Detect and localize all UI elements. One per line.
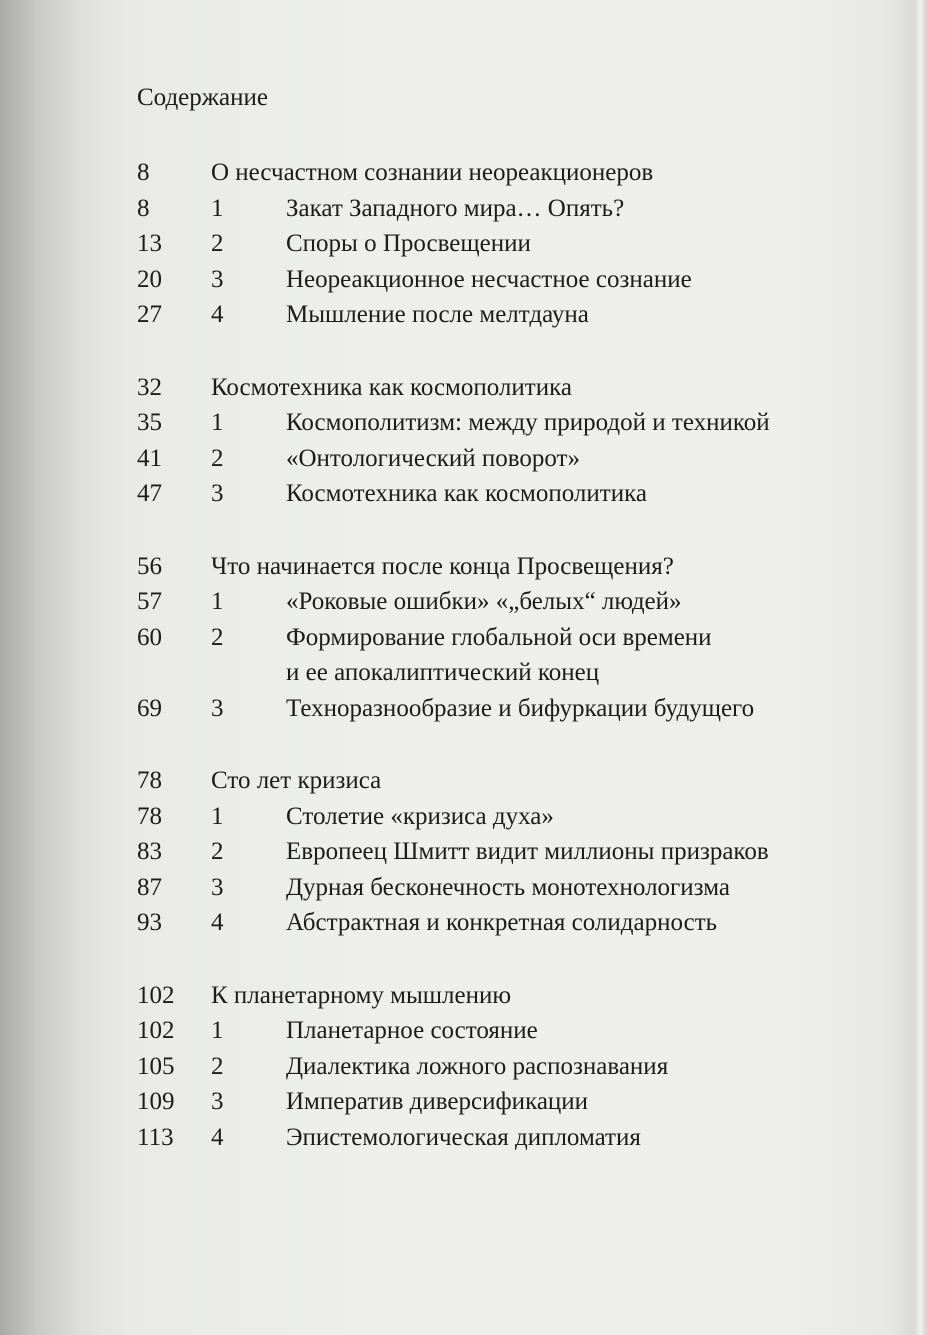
subsection-title: Неореакционное несчастное сознание <box>286 265 692 293</box>
chapter-page-number: 102 <box>137 981 175 1009</box>
toc-subsection-row <box>0 441 927 477</box>
subsection-number: 2 <box>211 1052 224 1080</box>
subsection-page-number: 35 <box>137 409 162 436</box>
subsection-title-continued: и ее апокалиптический конец <box>286 659 600 686</box>
toc-subsection-row <box>0 1084 927 1120</box>
subsection-number: 2 <box>211 230 224 257</box>
chapter-title: К планетарному мышлению <box>211 981 512 1009</box>
toc-subsection-row <box>0 1120 927 1156</box>
subsection-title: Эпистемологическая дипломатия <box>286 1123 641 1151</box>
subsection-title: «Онтологический поворот» <box>286 444 580 472</box>
subsection-page-number: 109 <box>137 1088 175 1115</box>
subsection-number: 1 <box>211 1017 224 1044</box>
subsection-number: 3 <box>211 873 224 901</box>
subsection-number: 1 <box>211 802 224 830</box>
subsection-number: 2 <box>211 623 224 651</box>
subsection-title-block <box>286 620 712 691</box>
subsection-title: Техноразнообразие и бифуркации будущего <box>286 694 755 722</box>
subsection-page-number: 13 <box>137 230 162 257</box>
chapter-title: Что начинается после конца Просвещения? <box>211 552 674 580</box>
toc-section <box>0 155 927 333</box>
subsection-number: 2 <box>211 838 224 865</box>
chapter-page-number: 8 <box>137 159 150 186</box>
subsection-title: Космополитизм: между природой и техникой <box>286 409 770 436</box>
toc-subsection-row <box>0 870 927 906</box>
subsection-number: 1 <box>211 194 224 222</box>
subsection-page-number: 69 <box>137 694 162 722</box>
subsection-title: Диалектика ложного распознавания <box>286 1052 669 1080</box>
toc-subsection-row <box>0 262 927 298</box>
subsection-page-number: 102 <box>137 1017 175 1044</box>
subsection-title: Столетие «кризиса духа» <box>286 802 554 830</box>
toc-heading: Содержание <box>137 84 268 111</box>
toc-section <box>0 549 927 727</box>
toc-subsection-row <box>0 1049 927 1085</box>
toc-subsection-row <box>0 834 927 870</box>
toc-chapter-row <box>0 763 927 799</box>
subsection-number: 3 <box>211 265 224 293</box>
toc-subsection-row <box>0 1013 927 1049</box>
subsection-page-number: 41 <box>137 444 162 472</box>
chapter-page-number: 56 <box>137 552 162 580</box>
subsection-title: Споры о Просвещении <box>286 230 531 257</box>
subsection-page-number: 87 <box>137 873 162 901</box>
toc-subsection-row <box>0 476 927 512</box>
toc-subsection-row <box>0 691 927 727</box>
subsection-page-number: 8 <box>137 194 150 222</box>
subsection-number: 1 <box>211 588 224 615</box>
toc-chapter-row <box>0 549 927 585</box>
subsection-page-number: 105 <box>137 1052 175 1080</box>
toc-subsection-row <box>0 226 927 262</box>
subsection-title: «Роковые ошибки» «„белых“ людей» <box>286 588 682 615</box>
subsection-page-number: 93 <box>137 909 162 936</box>
subsection-number: 4 <box>211 1123 224 1151</box>
subsection-number: 4 <box>211 301 224 328</box>
subsection-number: 2 <box>211 444 224 472</box>
toc-subsection-row <box>0 584 927 620</box>
subsection-number: 3 <box>211 480 224 507</box>
toc-subsection-row <box>0 905 927 941</box>
subsection-page-number: 27 <box>137 301 162 328</box>
subsection-number: 4 <box>211 909 224 936</box>
subsection-title: Мышление после мелтдауна <box>286 301 589 328</box>
subsection-number: 3 <box>211 694 224 722</box>
subsection-title: Европеец Шмитт видит миллионы призраков <box>286 838 769 865</box>
chapter-title: Космотехника как космополитика <box>211 373 572 401</box>
toc-section <box>0 763 927 941</box>
toc-chapter-row <box>0 155 927 191</box>
toc-chapter-row <box>0 370 927 406</box>
subsection-title: Формирование глобальной оси времени <box>286 623 712 651</box>
subsection-page-number: 57 <box>137 588 162 615</box>
subsection-page-number: 60 <box>137 623 162 651</box>
chapter-title: О несчастном сознании неореакционеров <box>211 159 654 186</box>
chapter-page-number: 78 <box>137 767 162 794</box>
subsection-title: Императив диверсификации <box>286 1088 589 1115</box>
subsection-title: Дурная бесконечность монотехнологизма <box>286 873 730 901</box>
toc-subsection-row <box>0 191 927 227</box>
subsection-number: 1 <box>211 409 224 436</box>
toc-subsection-row <box>0 799 927 835</box>
table-of-contents <box>0 155 927 1192</box>
subsection-page-number: 113 <box>137 1123 174 1151</box>
chapter-page-number: 32 <box>137 373 162 401</box>
toc-section <box>0 370 927 512</box>
toc-subsection-row <box>0 405 927 441</box>
toc-subsection-row <box>0 620 927 691</box>
toc-subsection-row <box>0 297 927 333</box>
subsection-title: Абстрактная и конкретная солидарность <box>286 909 718 936</box>
subsection-page-number: 47 <box>137 480 162 507</box>
subsection-title: Планетарное состояние <box>286 1017 538 1044</box>
chapter-title: Сто лет кризиса <box>211 767 382 794</box>
subsection-title: Закат Западного мира… Опять? <box>286 194 625 222</box>
subsection-page-number: 83 <box>137 838 162 865</box>
subsection-page-number: 78 <box>137 802 162 830</box>
toc-section <box>0 978 927 1156</box>
toc-chapter-row <box>0 978 927 1014</box>
subsection-number: 3 <box>211 1088 224 1115</box>
subsection-title: Космотехника как космополитика <box>286 480 647 507</box>
subsection-page-number: 20 <box>137 265 162 293</box>
